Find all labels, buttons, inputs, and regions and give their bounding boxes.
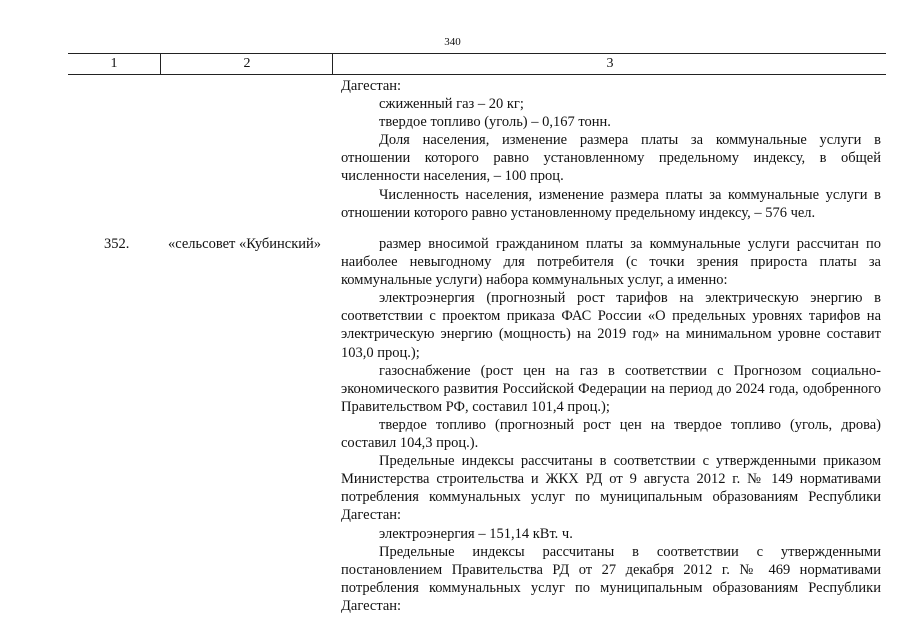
paragraph: Численность населения, изменение размера платы за коммунальные услуги в отношении которого равно установленному предельному индексу, – 576 чел. (341, 186, 881, 221)
paragraph: Предельные индексы рассчитаны в соответствии с утвержденными приказом Министерства строительства и ЖКХ РД от 9 августа 2012 г. № 149 нормативами потребления коммунальных услуг по муниципальным образованиям Республики Дагестан: (341, 453, 881, 524)
paragraph: Предельные индексы рассчитаны в соответствии с утвержденными постановлением Правительства РД от 27 декабря 2012 г. № 469 нормативами потребления коммунальных услуг по муниципальным образованиям Республики Дагестан: (341, 543, 881, 614)
paragraph: Дагестан: (341, 78, 402, 94)
row-description (341, 235, 881, 615)
header-col-3: 3 (332, 54, 887, 74)
paragraph: электроэнергия (прогнозный рост тарифов на электрическую энергию в соответствии с проектом приказа ФАС России «О предельных уровнях тарифов на электрическую энергию (мощность) на 2019 год» на минимальном уровне составит 103,0 проц.); (341, 290, 881, 361)
header-col-1: 1 (110, 56, 118, 71)
paragraph: размер вносимой гражданином платы за коммунальные услуги рассчитан по наиболее невыгодному для потребителя (с точки зрения прироста платы за коммунальные услуги) набора коммунальных услуг, а именно: (341, 236, 881, 289)
row-municipality-name: «сельсовет «Кубинский» (168, 236, 322, 252)
previous-row-continuation (341, 77, 881, 222)
paragraph: электроэнергия – 151,14 кВт. ч. (379, 525, 573, 542)
row-number: 352. (104, 236, 130, 252)
paragraph: газоснабжение (рост цен на газ в соответствии с Прогнозом социально-экономического развития Российской Федерации на период до 2024 года, одобренного Правительством РФ, составил 101,4 проц.); (341, 362, 881, 415)
paragraph: сжиженный газ – 20 кг; (379, 96, 524, 113)
header-col-2: 2 (160, 54, 333, 74)
page-number: 340 (444, 36, 461, 48)
paragraph: твердое топливо (прогнозный рост цен на твердое топливо (уголь, дрова) составил 104,3 проц.). (341, 416, 881, 452)
paragraph: твердое топливо (уголь) – 0,167 тонн. (379, 114, 611, 131)
paragraph: Доля населения, изменение размера платы за коммунальные услуги в отношении которого равно установленному предельному индексу, в общей численности населения, – 100 проц. (341, 132, 881, 185)
table-header (68, 53, 886, 75)
